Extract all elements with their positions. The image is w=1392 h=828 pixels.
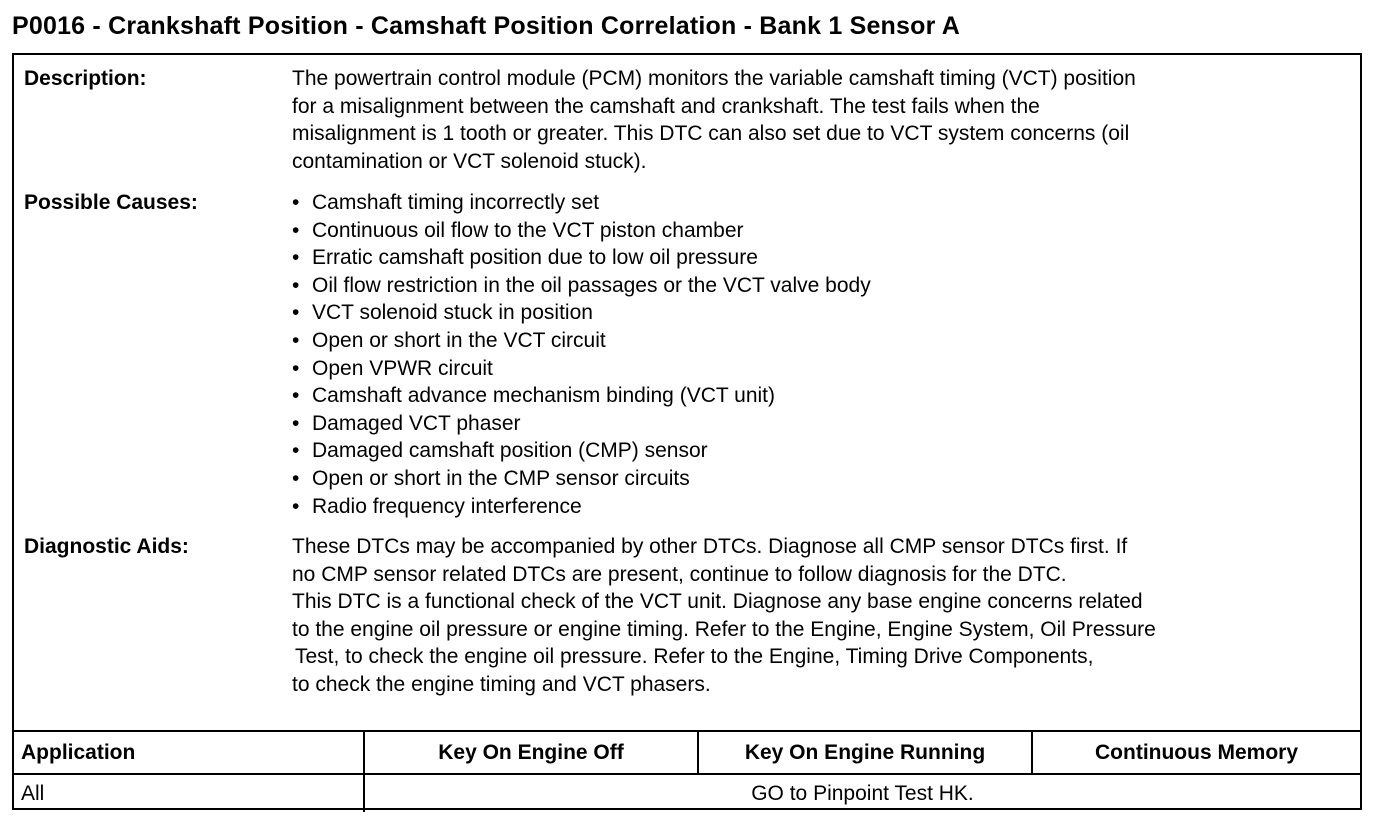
column-divider — [1031, 732, 1033, 773]
dtc-info-box — [12, 53, 1362, 810]
description-line: The powertrain control module (PCM) monitors the variable camshaft timing (VCT) position — [292, 67, 1136, 90]
list-item: • Damaged camshaft position (CMP) sensor — [290, 437, 1356, 465]
list-item: • Camshaft timing incorrectly set — [290, 189, 1356, 217]
table-cell-action: GO to Pinpoint Test HK. — [751, 782, 974, 805]
description-label: Description: — [24, 67, 147, 90]
possible-causes-label: Possible Causes: — [24, 191, 198, 214]
list-item: • Erratic camshaft position due to low oil pressure — [290, 244, 1356, 272]
list-item: • Radio frequency interference — [290, 493, 1356, 521]
table-header-key-on-engine-off: Key On Engine Off — [438, 741, 624, 764]
list-item: • Open or short in the CMP sensor circuits — [290, 465, 1356, 493]
list-item: • Oil flow restriction in the oil passages or the VCT valve body — [290, 272, 1356, 300]
diagnostic-aids-line: to check the engine timing and VCT phasers. — [292, 672, 711, 696]
table-header-continuous-memory: Continuous Memory — [1095, 741, 1298, 764]
diagnostic-aids-line: Test, to check the engine oil pressure. Refer to the Engine, Timing Drive Components, — [295, 645, 1094, 669]
list-item: • Open VPWR circuit — [290, 355, 1356, 383]
application-table — [14, 730, 1360, 808]
diagnostic-aids-label: Diagnostic Aids: — [24, 535, 189, 558]
description-line: for a misalignment between the camshaft and crankshaft. The test fails when the — [292, 94, 1040, 118]
diagnostic-aids-line: no CMP sensor related DTCs are present, continue to follow diagnosis for the DTC. — [292, 562, 1067, 586]
list-item: • VCT solenoid stuck in position — [290, 299, 1356, 327]
table-header-application: Application — [21, 741, 136, 764]
diagnostic-aids-line: This DTC is a functional check of the VCT unit. Diagnose any base engine concerns related — [292, 590, 1143, 614]
column-divider — [697, 732, 699, 773]
table-cell-application: All — [21, 782, 45, 805]
diagnostic-aids-line: These DTCs may be accompanied by other DTCs. Diagnose all CMP sensor DTCs first. If — [292, 535, 1128, 558]
diagnostic-aids-line: to the engine oil pressure or engine timing. Refer to the Engine, Engine System, Oil Pressure — [292, 617, 1156, 641]
list-item: • Continuous oil flow to the VCT piston chamber — [290, 217, 1356, 245]
description-line: misalignment is 1 tooth or greater. This DTC can also set due to VCT system concerns (oil — [292, 122, 1130, 146]
list-item: • Open or short in the VCT circuit — [290, 327, 1356, 355]
description-line: contamination or VCT solenoid stuck). — [292, 149, 647, 173]
list-item: • Damaged VCT phaser — [290, 410, 1356, 438]
diagnostic-aids-text — [292, 533, 1360, 699]
description-text — [292, 65, 1356, 175]
possible-causes-text — [290, 189, 1356, 520]
table-header-key-on-engine-running: Key On Engine Running — [744, 741, 986, 764]
possible-causes-list — [290, 189, 1356, 520]
page-title: P0016 - Crankshaft Position - Camshaft Position Correlation - Bank 1 Sensor A — [12, 12, 961, 40]
list-item: • Camshaft advance mechanism binding (VCT unit) — [290, 382, 1356, 410]
